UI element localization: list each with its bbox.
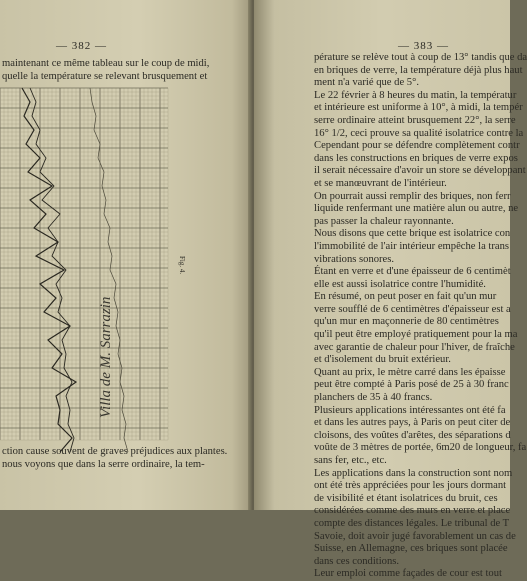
- text-line: Savoie, doit avoir jugé favorablement un cas de: [314, 530, 516, 542]
- text-line: elle est aussi isolatrice contre l'humidité.: [314, 278, 486, 290]
- text-line: Étant en verre et d'une épaisseur de 6 centimèt: [314, 266, 511, 278]
- text-line: peut être compté à Paris posé de 25 à 30 franc: [314, 379, 509, 391]
- right-page-number: — 383 —: [398, 40, 449, 52]
- text-line: Le 22 février à 8 heures du matin, la températur: [314, 89, 517, 101]
- text-line: sans fer, etc., etc.: [314, 455, 387, 466]
- left-bottom-text: [2, 446, 227, 471]
- text-line: cloisons, des voûtes d'arêtes, des séparations d: [314, 429, 511, 441]
- text-line: avec garantie de chaleur pour l'hiver, de fraîche: [314, 341, 515, 353]
- text-line: planchers de 35 à 40 francs.: [314, 392, 433, 404]
- text-line: maintenant ce même tableau sur le coup de midi,: [2, 58, 210, 69]
- right-body-text: [314, 52, 527, 581]
- text-line: l'immobilité de l'air intérieur empêche la trans: [314, 240, 510, 252]
- figure-title: Villa de M. Sarrazin: [98, 296, 114, 418]
- text-line: En résumé, on peut poser en fait qu'un mur: [314, 291, 497, 303]
- right-page: [254, 0, 527, 580]
- text-line: Nous disons que cette brique est isolatrice con: [314, 228, 511, 240]
- text-line: en briques de verre, la température déjà plus haut: [314, 64, 523, 76]
- text-line: qu'un mur en maçonnerie de 80 centimètres: [314, 316, 499, 328]
- text-line: dans les constructions en briques de verre expos: [314, 152, 518, 164]
- text-line: Plusieurs applications intéressantes ont été fa: [314, 404, 506, 416]
- text-line: Les applications dans la construction sont nom: [314, 467, 513, 479]
- text-line: quelle la température se relevant brusquement et: [2, 70, 208, 82]
- text-line: de visibilité et étant isolatrices du bruit, ces: [314, 492, 498, 504]
- text-line: qu'il peut être employé pratiquement pour la ma: [314, 329, 518, 341]
- left-page-number: — 382 —: [56, 40, 107, 52]
- text-line: On pourrait aussi remplir des briques, non ferr: [314, 190, 511, 202]
- left-page: [0, 0, 252, 510]
- text-line: et intérieure est uniforme à 10°, à midi, la tempér: [314, 102, 523, 114]
- text-line: ont été très appréciées pour les jours dormant: [314, 480, 507, 492]
- text-line: vibrations sonores.: [314, 253, 395, 265]
- figure-caption: Fig. 4.: [178, 256, 186, 275]
- text-line: pérature se relève tout à coup de 13° tandis que da: [314, 52, 527, 63]
- text-line: dans ces conditions.: [314, 555, 400, 567]
- text-line: 16° 1/2, ceci prouve sa qualité isolatrice contre la: [314, 127, 524, 139]
- text-line: et dans les autres pays, à Paris on peut citer de: [314, 417, 511, 429]
- graph-paper: [0, 88, 168, 440]
- left-top-text: [2, 58, 209, 83]
- text-line: Suisse, en Allemagne, ces briques sont placée: [314, 543, 508, 555]
- temperature-chart-figure: [0, 88, 168, 440]
- text-line: Quant au prix, le mètre carré dans les épaisse: [314, 366, 506, 378]
- text-line: Leur emploi comme façades de cour est tout: [314, 568, 502, 580]
- text-line: pas passer la chaleur rayonnante.: [314, 215, 454, 227]
- text-line: et se manœuvrant de l'intérieur.: [314, 177, 447, 189]
- text-line: considérées comme des murs en verre et place: [314, 505, 511, 517]
- text-line: verre soufflé de 6 centimètres d'épaisseur est a: [314, 303, 511, 315]
- text-line: voûte de 3 mètres de portée, 6m20 de longueur, fa: [314, 442, 527, 454]
- text-line: serre ordinaire atteint brusquement 22°, la serre: [314, 114, 516, 126]
- text-line: ction cause souvent de graves préjudices aux plantes.: [2, 446, 228, 457]
- text-line: Cependant pour se défendre complètement contr: [314, 140, 520, 152]
- text-line: nous voyons que dans la serre ordinaire, la tem-: [2, 458, 205, 470]
- text-line: ment n'a varié que de 5°.: [314, 77, 419, 89]
- text-line: et d'isolement du bruit extérieur.: [314, 354, 451, 366]
- text-line: compte des distances légales. Le tribunal de T: [314, 517, 510, 529]
- text-line: liquide renfermant une matière alun ou autre, ne: [314, 203, 519, 215]
- text-line: il serait nécessaire d'avoir un store se développant: [314, 165, 526, 177]
